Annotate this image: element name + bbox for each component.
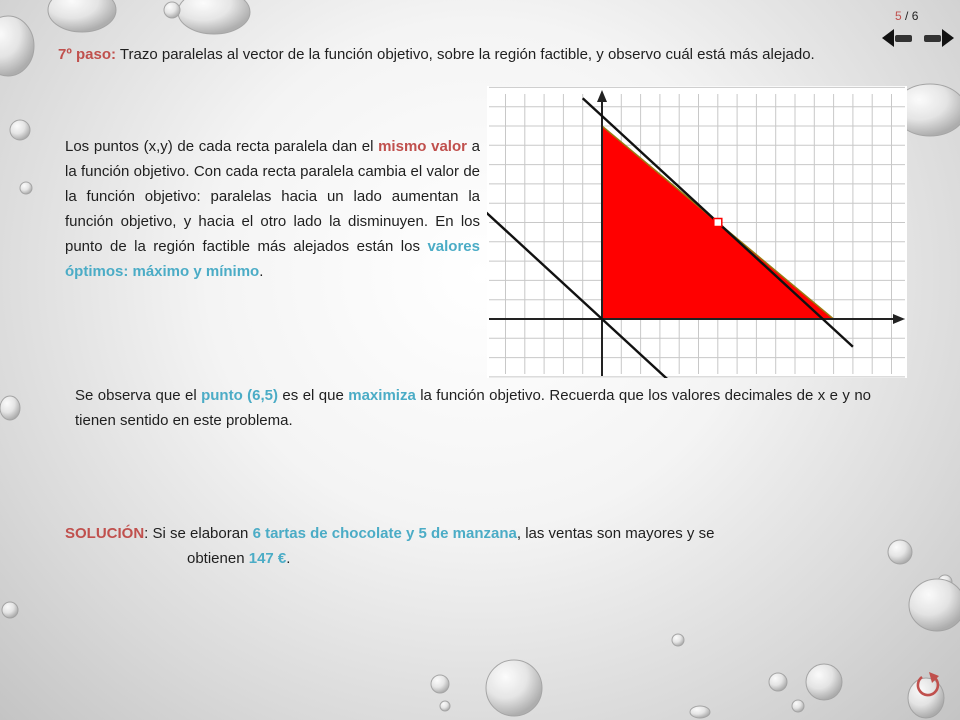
step-heading-text: Trazo paralelas al vector de la función objetivo, sobre la región factible, y observo cuál está más alejado.: [116, 46, 815, 63]
triangle-right-icon: [942, 29, 954, 47]
page-separator: /: [901, 9, 912, 23]
observation-paragraph: [75, 383, 871, 433]
observation-highlight-maximiza: maximiza: [348, 387, 416, 404]
y-axis-arrow: [597, 90, 607, 102]
return-arrow-icon: [918, 672, 939, 695]
explanation-part-1: Los puntos (x,y) de cada recta paralela dan el: [65, 138, 379, 155]
triangle-left-icon: [882, 29, 894, 47]
prev-button-body: [895, 35, 912, 42]
observation-part-3: la función objetivo. Recuerda que los valores decimales de x e y no tienen sentido en este problema.: [75, 387, 872, 429]
explanation-highlight-same-value: mismo valor: [378, 138, 467, 155]
x-axis-arrow: [893, 314, 905, 324]
solution-part-3: obtienen: [187, 550, 249, 567]
observation-highlight-point: punto (6,5): [201, 387, 279, 404]
explanation-paragraph: [65, 134, 480, 284]
solution-highlight-cakes: 6 tartas de chocolate y 5 de manzana: [252, 525, 517, 542]
return-button[interactable]: [913, 670, 943, 700]
observation-part-1: Se observa que el: [75, 387, 202, 404]
solution-line-2: [65, 546, 863, 571]
solution-paragraph: [65, 521, 863, 571]
page-total: 6: [911, 9, 919, 23]
observation-part-2: es el que: [278, 387, 349, 404]
step-heading: [58, 44, 848, 65]
solution-label: SOLUCIÓN: [65, 525, 145, 542]
explanation-part-3: .: [259, 263, 264, 280]
page-counter: [895, 9, 918, 23]
feasible-region-graph: [487, 86, 907, 378]
explanation-part-2: a la función objetivo. Con cada recta paralela cambia el valor de la función objetivo: paralelas hacia un lado aumentan la función objetivo, y hacia el otro lado la disminuyen. En los punto de la región factible más alejados están los: [65, 138, 480, 255]
page-current: 5: [895, 9, 902, 23]
optimal-point-marker: [714, 219, 722, 227]
previous-slide-button[interactable]: [880, 27, 914, 49]
solution-highlight-total: 147 €: [248, 550, 287, 567]
solution-part-2: , las ventas son mayores y se: [516, 525, 715, 542]
next-button-body: [924, 35, 941, 42]
solution-part-1: : Si se elaboran: [144, 525, 253, 542]
solution-part-4: .: [286, 550, 291, 567]
step-heading-lead: 7º paso:: [58, 46, 116, 63]
next-slide-button[interactable]: [922, 27, 956, 49]
explanation-highlight-optimal-values: valores óptimos: máximo y mínimo: [65, 238, 480, 280]
